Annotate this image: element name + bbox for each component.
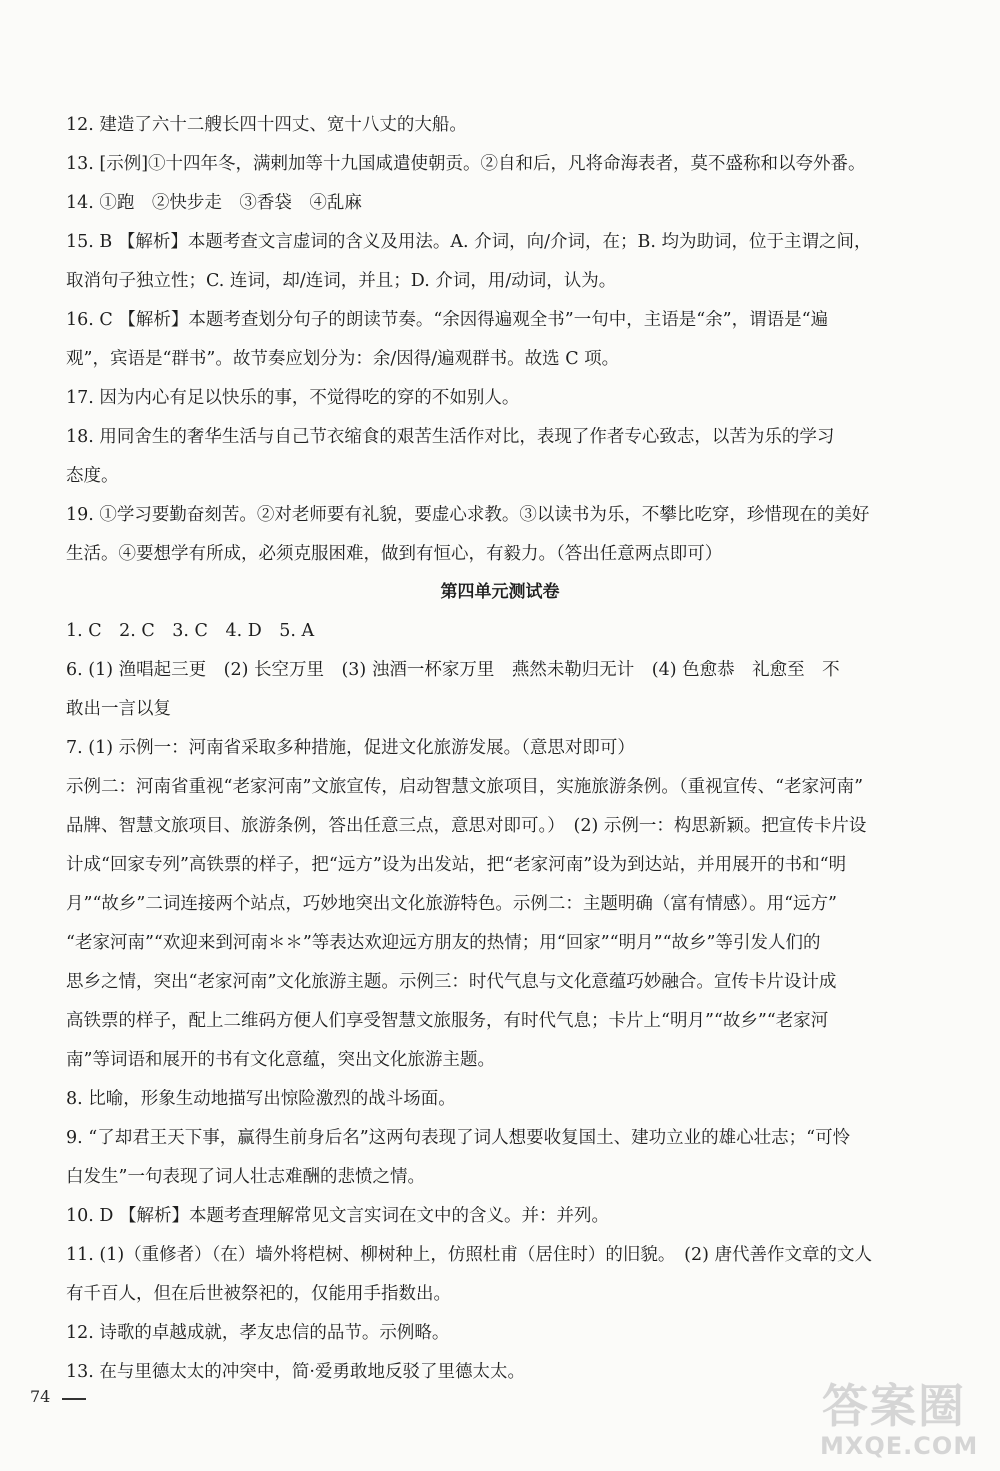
unit4-answer-7-cont: 品牌、智慧文旅项目、旅游条例，答出任意三点，意思对即可。） (2) 示例一：构思新颖。把宣传卡片设 [66, 816, 867, 836]
answer-16-cont: 观”，宾语是“群书”。故节奏应划分为：余/因得/遍观群书。故选 C 项。 [66, 349, 620, 369]
unit4-answer-6-cont: 敢出一言以复 [66, 699, 171, 719]
unit4-answer-1-5: 1. C 2. C 3. C 4. D 5. A [66, 621, 315, 641]
page-number: 74 [30, 1387, 51, 1406]
unit4-answer-7-cont: 示例二：河南省重视“老家河南”文旅宣传，启动智慧文旅项目，实施旅游条例。（重视宣传、“老家河南” [66, 777, 864, 797]
unit4-answer-12: 12. 诗歌的卓越成就，孝友忠信的品节。示例略。 [66, 1323, 450, 1343]
answer-12: 12. 建造了六十二艘长四十四丈、宽十八丈的大船。 [66, 115, 467, 135]
watermark-logo: 答案圈 [822, 1379, 966, 1433]
answer-14: 14. ①跑 ②快步走 ③香袋 ④乱麻 [66, 193, 362, 213]
unit4-answer-7-cont: 思乡之情，突出“老家河南”文化旅游主题。示例三：时代气息与文化意蕴巧妙融合。宣传卡片设计成 [66, 972, 837, 992]
unit4-answer-7-cont: 月”“故乡”二词连接两个站点，巧妙地突出文化旅游特色。示例二：主题明确（富有情感）。用“远方” [66, 894, 837, 914]
unit4-answer-6: 6. (1) 渔唱起三更 (2) 长空万里 (3) 浊酒一杯家万里 燕然未勒归无计 (4) 色愈恭 礼愈至 不 [66, 660, 840, 680]
section-heading: 第四单元测试卷 [440, 582, 560, 602]
page-number-rule [62, 1398, 86, 1400]
unit4-answer-9-cont: 白发生”一句表现了词人壮志难酬的悲愤之情。 [66, 1167, 425, 1187]
unit4-answer-7-cont: 高铁票的样子，配上二维码方便人们享受智慧文旅服务，有时代气息；卡片上“明月”“故乡”“老家河 [66, 1011, 829, 1031]
unit4-answer-9: 9. “了却君王天下事，赢得生前身后名”这两句表现了词人想要收复国土、建功立业的雄心壮志；“可怜 [66, 1128, 851, 1148]
watermark [800, 1370, 990, 1465]
unit4-answer-7-cont: 计成“回家专列”高铁票的样子，把“远方”设为出发站，把“老家河南”设为到达站，并用展开的书和“明 [66, 855, 847, 875]
answer-17: 17. 因为内心有足以快乐的事，不觉得吃的穿的不如别人。 [66, 388, 520, 408]
answer-19: 19. ①学习要勤奋刻苦。②对老师要有礼貌，要虚心求教。③以读书为乐，不攀比吃穿，珍惜现在的美好 [66, 505, 870, 525]
unit4-answer-8: 8. 比喻，形象生动地描写出惊险激烈的战斗场面。 [66, 1089, 456, 1109]
answer-19-cont: 生活。④要想学有所成，必须克服困难，做到有恒心，有毅力。（答出任意两点即可） [66, 544, 723, 564]
unit4-answer-11-cont: 有千百人，但在后世被祭祀的，仅能用手指数出。 [66, 1284, 451, 1304]
unit4-answer-7-cont: 南”等词语和展开的书有文化意蕴，突出文化旅游主题。 [66, 1050, 495, 1070]
unit4-answer-7-cont: “老家河南”“欢迎来到河南＊＊”等表达欢迎远方朋友的热情；用“回家”“明月”“故乡”等引发人们的 [66, 933, 821, 953]
answer-15-cont: 取消句子独立性；C. 连词，却/连词，并且；D. 介词，用/动词，认为。 [66, 271, 617, 291]
unit4-answer-13: 13. 在与里德太太的冲突中，简·爱勇敢地反驳了里德太太。 [66, 1362, 525, 1382]
answer-13: 13. [示例]①十四年冬，满剌加等十九国咸遣使朝贡。②自和后，凡将命海表者，莫不盛称和以夸外番。 [66, 154, 866, 174]
unit4-answer-7: 7. (1) 示例一：河南省采取多种措施，促进文化旅游发展。（意思对即可） [66, 738, 635, 758]
answer-18-cont: 态度。 [66, 466, 119, 486]
unit4-answer-11: 11. (1)（重修者）（在）墙外将桤树、柳树种上，仿照杜甫（居住时）的旧貌。 (2) 唐代善作文章的文人 [66, 1245, 873, 1265]
watermark-url: MXQE.COM [820, 1432, 979, 1460]
answer-16: 16. C 【解析】本题考查划分句子的朗读节奏。“余因得遍观全书”一句中，主语是“余”，谓语是“遍 [66, 310, 829, 330]
answer-18: 18. 用同舍生的奢华生活与自己节衣缩食的艰苦生活作对比，表现了作者专心致志，以苦为乐的学习 [66, 427, 835, 447]
unit4-answer-10: 10. D 【解析】本题考查理解常见文言实词在文中的含义。并：并列。 [66, 1206, 609, 1226]
answer-15: 15. B 【解析】本题考查文言虚词的含义及用法。A. 介词，向/介词，在；B. 均为助词，位于主谓之间， [66, 232, 872, 252]
